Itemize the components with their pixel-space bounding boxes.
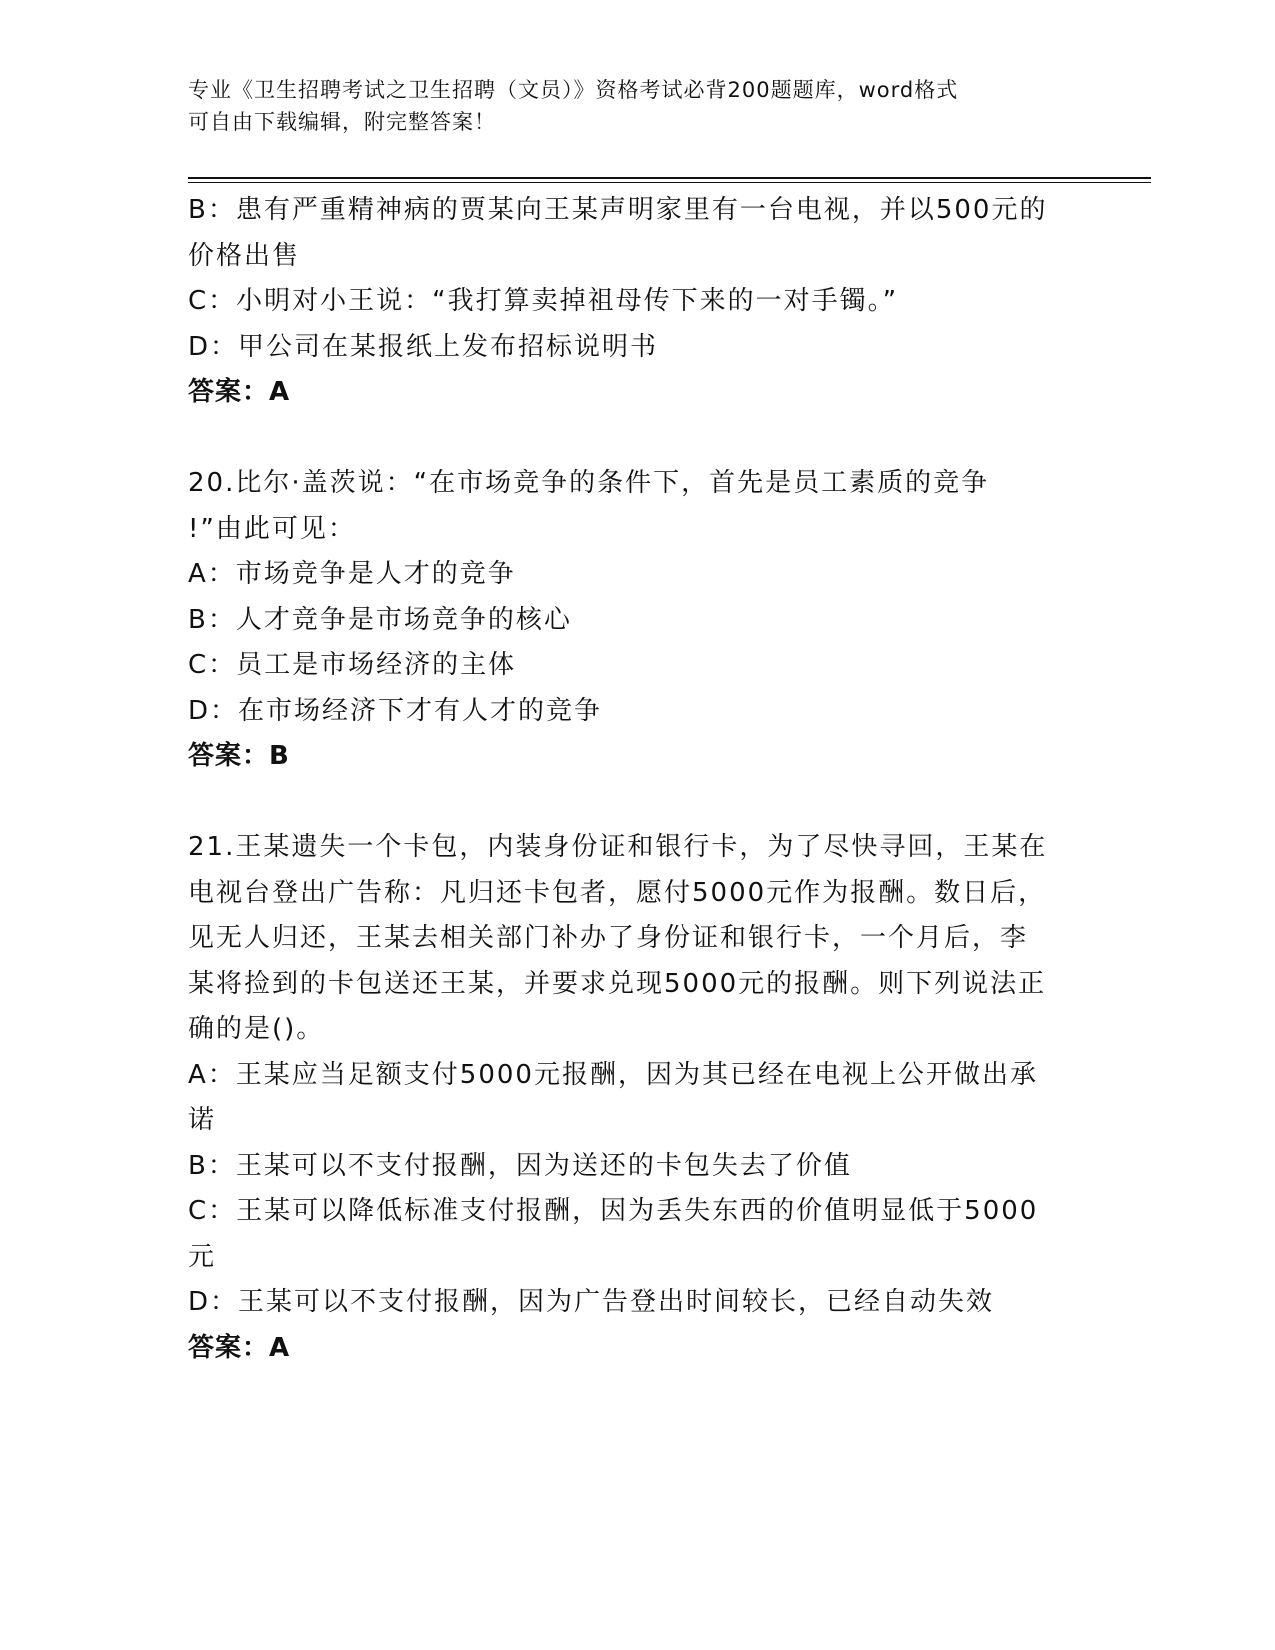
question-spacer: [188, 416, 1088, 462]
question-19-block: [188, 188, 1088, 416]
q21-option-d: D：王某可以不支付报酬，因为广告登出时间较长，已经自动失效: [188, 1287, 995, 1317]
question-spacer: [188, 780, 1088, 826]
q21-stem-line-1: 21.王某遗失一个卡包，内装身份证和银行卡，为了尽快寻回，王某在: [188, 832, 1048, 862]
q20-option-a: A：市场竞争是人才的竞争: [188, 559, 516, 589]
document-header: [188, 74, 1078, 138]
question-20-block: [188, 461, 1088, 780]
q21-answer: 答案：A: [188, 1332, 291, 1363]
q19-option-c: C：小明对小王说：“我打算卖掉祖母传下来的一对手镯。”: [188, 286, 899, 316]
q20-option-d: D：在市场经济下才有人才的竞争: [188, 695, 603, 726]
question-content: [188, 188, 1088, 1371]
q19-answer: 答案：A: [188, 377, 291, 407]
header-divider-thick: [188, 177, 1151, 179]
q20-option-c: C：员工是市场经济的主体: [188, 650, 517, 680]
q21-option-c-line-2: 元: [188, 1241, 217, 1272]
header-title-line-2: 可自由下载编辑，附完整答案！: [188, 110, 496, 134]
q19-option-d: D：甲公司在某报纸上发布招标说明书: [188, 331, 659, 362]
q20-option-b: B：人才竞争是市场竞争的核心: [188, 604, 572, 635]
q21-option-a-line-1: A：王某应当足额支付5000元报酬，因为其已经在电视上公开做出承: [188, 1059, 1038, 1090]
q19-option-b-line-1: B：患有严重精神病的贾某向王某声明家里有一台电视，并以500元的: [188, 195, 1048, 225]
q21-stem-line-4: 某将捡到的卡包送还王某，并要求兑现5000元的报酬。则下列说法正: [188, 968, 1047, 999]
question-21-block: [188, 825, 1088, 1371]
q21-stem-line-3: 见无人归还，王某去相关部门补办了身份证和银行卡，一个月后，李: [188, 923, 1029, 953]
q21-option-c-line-1: C：王某可以降低标准支付报酬，因为丢失东西的价值明显低于5000: [188, 1196, 1039, 1226]
q21-stem-line-2: 电视台登出广告称：凡归还卡包者，愿付5000元作为报酬。数日后，: [188, 877, 1047, 908]
q20-stem-line-2: !”由此可见：: [188, 513, 356, 544]
q19-option-b-line-2: 价格出售: [188, 240, 301, 271]
q21-option-b: B：王某可以不支付报酬，因为送还的卡包失去了价值: [188, 1150, 852, 1181]
q21-stem-line-5: 确的是()。: [188, 1014, 325, 1044]
q20-stem-line-1: 20.比尔·盖茨说：“在市场竞争的条件下，首先是员工素质的竞争: [188, 468, 990, 498]
q20-answer: 答案：B: [188, 741, 290, 771]
q21-option-a-line-2: 诺: [188, 1105, 217, 1135]
header-title-line-1: 专业《卫生招聘考试之卫生招聘（文员）》资格考试必背200题题库，word格式: [188, 78, 959, 102]
header-divider-thin: [188, 182, 1151, 183]
